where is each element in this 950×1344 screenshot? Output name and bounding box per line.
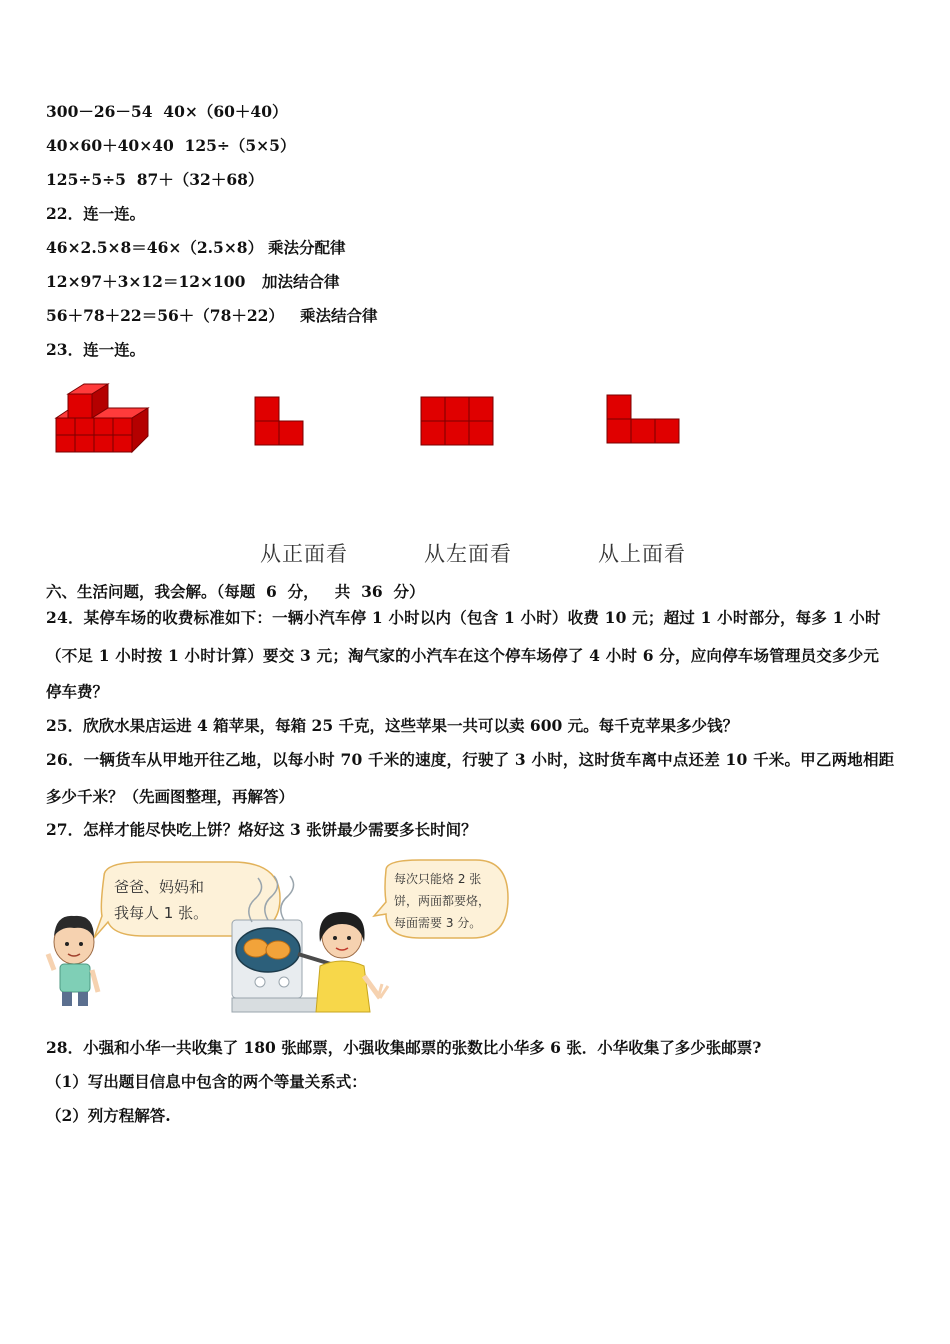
view-label-front: 从正面看 (260, 542, 348, 566)
q26-line-2: 多少千米？（先画图整理，再解答） (46, 787, 295, 806)
bubble-left-line-2: 我每人 1 张。 (114, 904, 209, 922)
bubble-right-line-2: 饼，两面都要烙， (394, 894, 491, 908)
view-label-left: 从左面看 (424, 542, 512, 566)
pancake-illustration (44, 858, 514, 1014)
q24-line-2: （不足 1 小时按 1 小时计算）要交 3 元；淘气家的小汽车在这个停车场停了 4 小时 6 分，应向停车场管理员交多少元 (46, 646, 880, 665)
view-shape-rectangle (420, 396, 496, 448)
q23-title: 23．连一连。 (46, 340, 146, 359)
q22-equation-3: 56＋78＋22＝56＋（78＋22） (46, 306, 284, 325)
q28-line-1: 28．小强和小华一共收集了 180 张邮票，小强收集邮票的张数比小华多 6 张．小华收集了多少张邮票? (46, 1038, 762, 1057)
calc-row-1: 300－26－54 40×（60＋40） (46, 102, 288, 121)
speech-bubble-right (374, 860, 508, 938)
q22-equation-1: 46×2.5×8＝46×（2.5×8） (46, 238, 264, 257)
q24-line-1: 24．某停车场的收费标准如下：一辆小汽车停 1 小时以内（包含 1 小时）收费 10 元；超过 1 小时部分，每多 1 小时 (46, 608, 881, 627)
q22-law-1: 乘法分配律 (268, 238, 346, 257)
q28-line-3: （2）列方程解答. (46, 1106, 171, 1125)
view-shape-long-l (606, 394, 682, 446)
q22-title: 22．连一连。 (46, 204, 146, 223)
section-6-title: 六、生活问题，我会解。（每题 6 分， 共 36 分） (46, 582, 425, 601)
bubble-left-line-1: 爸爸、妈妈和 (114, 878, 205, 896)
q22-law-3: 乘法结合律 (300, 306, 378, 325)
calc-row-3: 125÷5÷5 87＋（32＋68） (46, 170, 264, 189)
boy-figure (48, 916, 98, 1006)
calc-row-2: 40×60＋40×40 125÷（5×5） (46, 136, 296, 155)
q26-line-1: 26．一辆货车从甲地开往乙地，以每小时 70 千米的速度，行驶了 3 小时，这时货车离中点还差 10 千米。甲乙两地相距 (46, 750, 895, 769)
view-shape-l (254, 396, 306, 448)
bubble-right-line-3: 每面需要 3 分。 (394, 916, 482, 930)
view-label-top: 从上面看 (598, 542, 686, 566)
q22-equation-2: 12×97＋3×12＝12×100 (46, 272, 246, 291)
q27-line-1: 27．怎样才能尽快吃上饼？烙好这 3 张饼最少需要多长时间？ (46, 820, 477, 839)
q22-law-2: 加法结合律 (262, 272, 340, 291)
q25-line-1: 25．欣欣水果店运进 4 箱苹果，每箱 25 千克，这些苹果一共可以卖 600 元。每千克苹果多少钱？ (46, 716, 739, 735)
q28-line-2: （1）写出题目信息中包含的两个等量关系式： (46, 1072, 367, 1091)
cube-solid-figure (50, 380, 152, 456)
q24-line-3: 停车费？ (46, 682, 109, 701)
bubble-right-line-1: 每次只能烙 2 张 (394, 872, 482, 886)
